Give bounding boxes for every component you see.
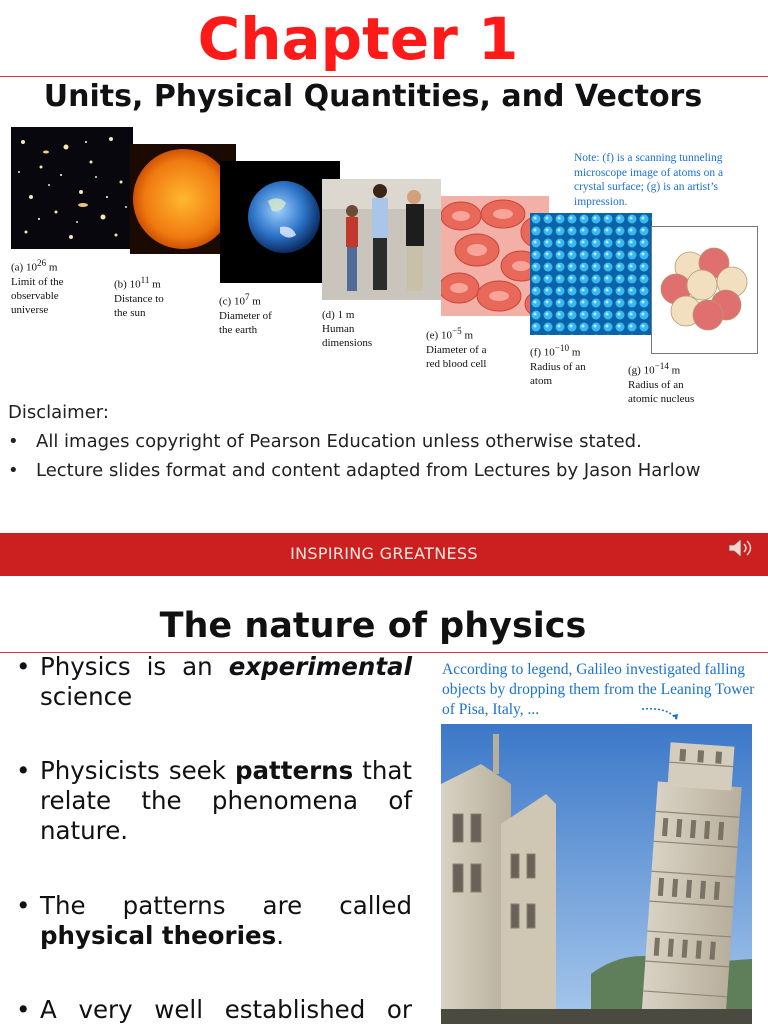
caption-d: (d) 1 m Human dimensions — [322, 309, 373, 349]
universe-image — [11, 127, 133, 249]
banner-text: INSPIRING GREATNESS — [290, 544, 478, 563]
physics-point-2: • Physicists seek patterns that relate the phenomena of nature. — [16, 756, 412, 845]
physics-point-3: • The patterns are called physical theories. — [16, 891, 412, 950]
chapter-title: Chapter 1 — [197, 5, 519, 73]
nucleus-image — [651, 226, 758, 354]
dotted-arrow-icon — [640, 705, 680, 723]
galileo-legend: According to legend, Galileo investigated falling objects by dropping them from the Leaning Tower of Pisa, Italy, ... — [442, 661, 755, 718]
physics-point-1: • Physics is an experimental science — [16, 652, 412, 711]
section-title: The nature of physics — [159, 606, 587, 646]
caption-c: (c) $10^7$ m Diameter of the earth — [219, 292, 272, 336]
disclaimer-bullet: • All images copyright of Pearson Education unless otherwise stated. — [8, 431, 642, 452]
speaker-icon[interactable] — [726, 536, 756, 560]
chapter-subtitle: Units, Physical Quantities, and Vectors — [43, 79, 703, 114]
caption-f: (f) $10^{-10}$ m Radius of an atom — [530, 343, 586, 387]
title-divider — [0, 76, 768, 77]
caption-e: (e) $10^{-5}$ m Diameter of a red blood cell — [426, 326, 487, 370]
atoms-image — [530, 213, 652, 335]
leaning-tower-photo — [441, 724, 752, 1024]
image-note: Note: (f) is a scanning tunneling microscope image of atoms on a crystal surface; (g) is an artist’s impression. — [574, 152, 724, 208]
physics-point-4: • A very well established or — [16, 995, 412, 1024]
caption-g: (g) $10^{-14}$ m Radius of an atomic nucleus — [628, 361, 695, 405]
disclaimer-heading: Disclaimer: — [8, 402, 109, 423]
caption-b: (b) $10^{11}$ m Distance to the sun — [114, 275, 164, 319]
people-image — [322, 179, 441, 300]
disclaimer-bullet: • Lecture slides format and content adapted from Lectures by Jason Harlow — [8, 460, 701, 481]
caption-a: (a) $10^{26}$ m Limit of the observable universe — [11, 258, 64, 316]
